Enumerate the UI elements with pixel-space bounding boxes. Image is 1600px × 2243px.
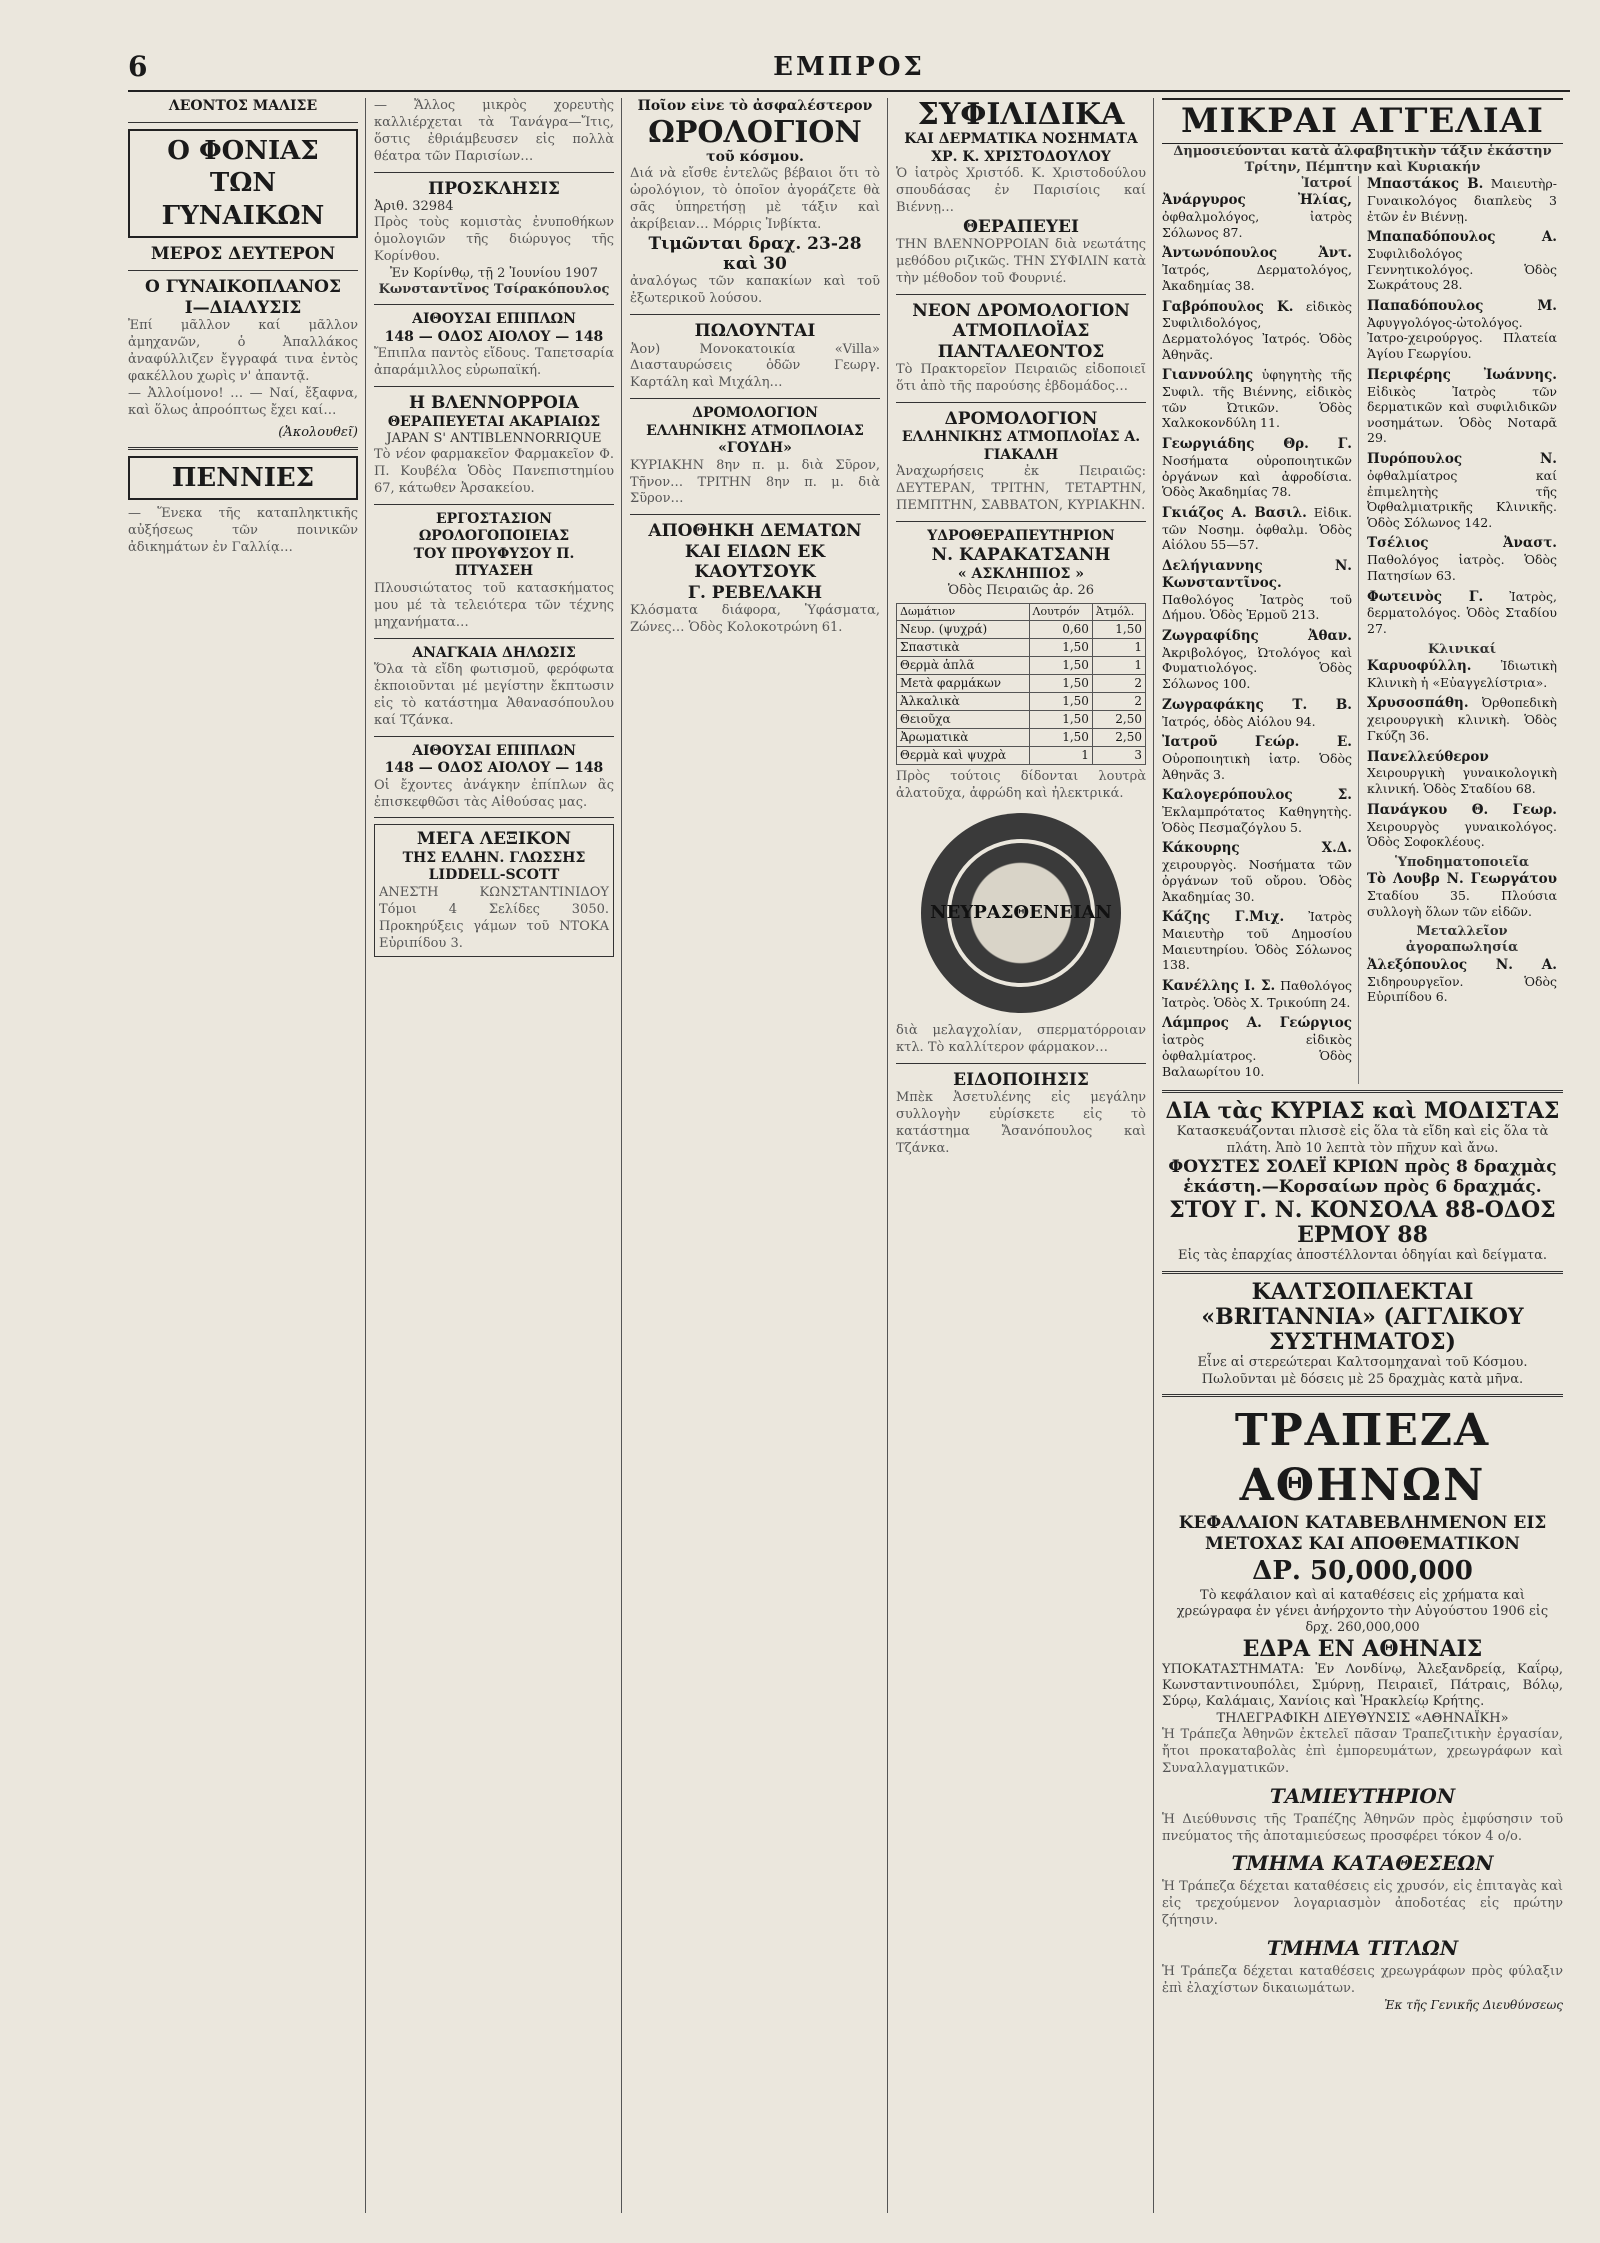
proclamation-place: Ἐν Κορίνθῳ, τῇ 2 Ἰουνίου 1907 — [390, 265, 598, 281]
column-3 — [630, 98, 888, 2213]
column-1 — [128, 98, 366, 2213]
classified-ad: Πανελλεύθερον Χειρουργικὴ γυναικολογικὴ κλινική. Ὁδὸς Σταδίου 68. — [1367, 748, 1557, 796]
serial-title: Ο ΦΟΝΙΑΣ ΤΩΝ ΓΥΝΑΙΚΩΝ — [128, 129, 358, 239]
divider — [896, 1063, 1146, 1064]
bank-name: ΤΡΑΠΕΖΑ ΑΘΗΝΩΝ — [1234, 1404, 1491, 1511]
ladies-text: Κατασκευάζονται πλισσὲ εἰς ὅλα τὰ εἴδη καὶ εἰς ὅλα τὰ πλάτη. Ἀπὸ 10 λεπτὰ τὸν πῆχυν καὶ ἄνω. — [1176, 1124, 1549, 1156]
schedule-company: ΕΛΛΗΝΙΚΗΣ ΑΤΜΟΠΛΟΙΑΣ «ΓΟΥΔΗ» — [646, 422, 864, 457]
seal-caption: διὰ μελαγχολίαν, σπερματόρροιαν κτλ. Τὸ καλλίτερον φάρμακον… — [896, 1022, 1146, 1055]
section-label-clinics: Κλινικαί — [1427, 641, 1497, 657]
classified-ad: Ἰατροῦ Γεώρ. Ε. Οὐροποιητικὴ ἰατρ. Ὁδὸς Ἀθηνᾶς 3. — [1162, 734, 1352, 782]
blennorrhea-brand: JAPAN S' ANTIBLENNORRIQUE — [386, 431, 602, 447]
shoes-heading: ΑΠΟΘΗΚΗ ΔΕΜΑΤΩΝ ΚΑΙ ΕΙΔΩΝ ΕΚ ΚΑΟΥΤΣΟΥΚ — [648, 521, 862, 583]
hellenic-company: ΕΛΛΗΝΙΚΗΣ ΑΤΜΟΠΛΟΪΑΣ Α. ΓΙΑΚΑΛΗ — [901, 429, 1141, 463]
classified-ad: Πανάγκου Θ. Γεωρ. Χειρουργὸς γυναικολόγος. Ὁδὸς Σοφοκλέους. — [1367, 801, 1557, 850]
hellenic-schedule-heading: ΔΡΟΜΟΛΟΓΙΟΝ — [944, 408, 1098, 429]
savings-text: Ἡ Διεύθυνσις τῆς Τραπέζης Ἀθηνῶν πρὸς ἐμφύσησιν τοῦ πνεύματος τῆς ἀποταμιεύσεως προσφέρει τόκον 4 ο/ο. — [1162, 1811, 1563, 1844]
schedule-text: ΚΥΡΙΑΚΗΝ 8ην π. μ. διὰ Σῦρον, Τῆνον… ΤΡΙΤΗΝ 8ην π. μ. διὰ Σῦρον… — [630, 457, 880, 507]
divider — [374, 172, 614, 173]
bank-telegraph: ΤΗΛΕΓΡΑΦΙΚΗ ΔΙΕΥΘΥΝΣΙΣ «ΑΘΗΝΑΪΚΗ» — [1216, 1710, 1509, 1726]
table-row: Ἀρωματικὰ 1,50 2,50 — [897, 729, 1146, 747]
chapter-heading: Ι—ΔΙΑΛΥΣΙΣ — [184, 297, 302, 318]
col2-text: — Ἄλλος μικρὸς χορευτὴς καλλιέρχεται τὰ Τανάγρα—Ἴτις, ὅστις ἐθριάμβευσεν εἰς πολλὰ θέατρα τῶν Παρισίων… — [374, 98, 614, 164]
britannia-text: Εἶνε αἱ στερεώτεραι Καλτσομηχαναὶ τοῦ Κόσμου. Πωλοῦνται μὲ δόσεις μὲ 25 δραχμὰς κατὰ μῆνα. — [1197, 1355, 1528, 1387]
classified-ad: Τὸ Λουβρ Ν. Γεωργάτου Σταδίου 35. Πλούσια συλλογὴ ὅλων τῶν εἰδῶν. — [1367, 871, 1557, 919]
classified-ad: Κάζης Γ.Μιχ. Ἰατρὸς Μαιευτὴρ τοῦ Δημοσίου Μαιευτηρίου. Ὁδὸς Σόλωνος 138. — [1162, 909, 1352, 973]
table-row: Θερμὰ ἁπλᾶ 1,50 1 — [897, 657, 1146, 675]
notices-heading: ΕΙΔΟΠΟΙΗΣΙΣ — [953, 1069, 1089, 1090]
classifieds-note: Δημοσιεύονται κατὰ ἀλφαβητικὴν τάξιν ἑκάστην Τρίτην, Πέμπτην καὶ Κυριακήν — [1173, 143, 1552, 175]
securities-heading: ΤΜΗΜΑ ΤΙΤΛΩΝ — [1266, 1936, 1459, 1961]
classified-ad: Φωτεινὸς Γ. Ἰατρὸς, δερματολόγος. Ὁδὸς Σταδίου 27. — [1367, 588, 1557, 636]
hall-text: Ἔπιπλα παντὸς εἴδους. Ταπετσαρία ἀπαράμιλλος εὐρωπαϊκή. — [374, 346, 614, 379]
column-5 — [1162, 98, 1570, 2213]
hydrotherapy-name: « ΑΣΚΛΗΠΙΟΣ » — [957, 565, 1085, 582]
hydrotherapy-heading: ΥΔΡΟΘΕΡΑΠΕΥΤΗΡΙΟΝ — [927, 527, 1115, 544]
notice-heading: ΑΝΑΓΚΑΙΑ ΔΗΛΩΣΙΣ — [412, 644, 576, 661]
seal-text: ΝΕΥΡΑΣΘΕΝΕΙΑΝ — [930, 901, 1112, 923]
for-sale-text: Ἀον) Μονοκατοικία «Villa» Διασταυρώσεις ὁδῶν Γεωργ. Καρτάλη καὶ Μιχάλη… — [630, 341, 880, 391]
divider — [1162, 1394, 1563, 1397]
hydrotherapy-owner: Ν. ΚΑΡΑΚΑΤΣΑΝΗ — [931, 545, 1111, 566]
bank-capital-amount: ΔΡ. 50,000,000 — [1252, 1556, 1473, 1587]
divider — [374, 386, 614, 387]
bank-branches: ΥΠΟΚΑΤΑΣΤΗΜΑΤΑ: Ἐν Λονδίνῳ, Ἀλεξανδρείᾳ, Καΐρῳ, Κωνσταντινουπόλει, Σμύρνῃ, Πειραιεῖ, Πάτραις, Βόλῳ, Σύρῳ, Καλάμαις, Χανίοις καὶ Ἡρακλείῳ Κρήτης. — [1162, 1661, 1563, 1710]
divider — [896, 294, 1146, 295]
serial-text-1: Ἐπί μᾶλλον καί μᾶλλον ἀμηχανῶν, ὁ Ἀπαλλάκος ἀναφύλλιζεν ἔγγραφά τινα ἐντὸς φακέλλου χωρὶς ν' ἀπαντᾷ. — [128, 318, 358, 384]
divider — [374, 817, 614, 818]
masthead — [128, 50, 1570, 92]
classified-ad: Γαβρόπουλος Κ. εἰδικὸς Συφιλιδολόγος, Δερματολόγος Ἰατρός. Ὁδὸς Ἀθηνᾶς. — [1162, 298, 1352, 362]
watch-subheading: τοῦ κόσμου. — [706, 148, 804, 165]
page-number: 6 — [128, 50, 148, 83]
continued-note: (Ἀκολουθεῖ) — [278, 424, 358, 440]
shoes-owner: Γ. ΡΕΒΕΛΑΚΗ — [687, 582, 823, 603]
ladies-product: ΦΟΥΣΤΕΣ ΣΟΛΕΪ ΚΡΙΩΝ πρὸς 8 δραχμὰς ἑκάστη.—Κορσαίων πρὸς 6 δραχμάς. — [1168, 1156, 1557, 1198]
classifieds-grid — [1162, 176, 1563, 1084]
divider — [128, 270, 358, 271]
lexicon-ad — [374, 824, 614, 957]
classified-ad: Τσέλιος Ἀναστ. Παθολόγος ἰατρὸς. Ὁδὸς Πατησίων 63. — [1367, 535, 1557, 583]
divider — [630, 514, 880, 515]
watch-question: Ποῖον εἶνε τὸ ἀσφαλέστερον — [637, 98, 873, 114]
divider — [896, 521, 1146, 522]
serial-part: ΜΕΡΟΣ ΔΕΥΤΕΡΟΝ — [150, 244, 336, 264]
shoes-text: Κλόσματα διάφορα, Ὑφάσματα, Ζώνες… Ὁδὸς Κολοκοτρώνη 61. — [630, 602, 880, 635]
section-label-midwives: Ὑποδηματοποιεῖα — [1395, 854, 1529, 870]
proclamation-text: Πρὸς τοὺς κομιστὰς ἐνυποθήκων ὁμολογιῶν τῆς διώρυγος τῆς Κορίνθου. — [374, 215, 614, 264]
proclamation-signature: Κωνσταντῖνος Τσίρακόπουλος — [378, 282, 610, 298]
hall2-heading: ΑΙΘΟΥΣΑΙ ΕΠΙΠΛΩΝ — [412, 742, 576, 759]
table-row: Θερμὰ καὶ ψυχρὰ 1 3 — [897, 747, 1146, 765]
seal-inner-ring — [930, 839, 1112, 987]
watch-factory-heading: ΕΡΓΟΣΤΑΣΙΟΝ ΩΡΟΛΟΓΟΠΟΙΕΙΑΣ — [418, 510, 570, 545]
classified-ad: Πυρόπουλος Ν. ὀφθαλμίατρος καί ἐπιμελητὴς τῆς Ὀφθαλμιατρικῆς Κλινικῆς. Ὁδὸς Σόλωνος 142. — [1367, 451, 1557, 530]
table-row: Ἀλκαλικὰ 1,50 2 — [897, 693, 1146, 711]
bank-capital-label: ΚΕΦΑΛΑΙΟΝ ΚΑΤΑΒΕΒΛΗΜΕΝΟΝ ΕΙΣ ΜΕΤΟΧΑΣ ΚΑΙ ΑΠΟΘΕΜΑΤΙΚΟΝ — [1178, 1512, 1547, 1555]
notices-text: Μπὲκ Ἀσετυλένης εἰς μεγάλην συλλογὴν εὑρίσκετε εἰς τὸ κατάστημα Ἄσανόπουλος καὶ Τζάνκα. — [896, 1090, 1146, 1156]
bank-text: Ἡ Τράπεζα Ἀθηνῶν ἐκτελεῖ πᾶσαν Τραπεζιτικὴν ἐργασίαν, ἤτοι προκαταβολὰς ἐπὶ ἐμπορευμάτων, χρεωγράφων καὶ Συναλλαγματικῶν. — [1162, 1726, 1563, 1776]
classified-ad: Γεωργιάδης Θρ. Γ. Νοσήματα οὐροποιητικῶν ὀργάνων καὶ ἀφροδίσια. Ὁδὸς Ἀκαδημίας 78. — [1162, 436, 1352, 500]
classified-ad: Χρυσοσπάθη. Ὀρθοπεδικὴ χειρουργικὴ κλινικὴ. Ὁδὸς Γκύζη 36. — [1367, 695, 1557, 743]
divider — [128, 447, 358, 450]
ladies-heading: ΔΙΑ τὰς ΚΥΡΙΑΣ καὶ ΜΟΔΙΣΤΑΣ — [1165, 1098, 1560, 1125]
classified-ad: Ζωγραφάκης Τ. Β. Ἰατρός, ὁδὸς Αἰόλου 94. — [1162, 696, 1352, 729]
britannia-heading: ΚΑΛΤΣΟΠΛΕΚΤΑΙ «BRITANNIA» (ΑΓΓΛΙΚΟΥ ΣΥΣΤΗΜΑΤΟΣ) — [1201, 1278, 1524, 1356]
watch-factory-owner: ΤΟΥ ΠΡΟΥΦΥΣΟΥ Π. ΠΤΥΑΣΕΗ — [413, 545, 575, 580]
author-heading: ΛΕΟΝΤΟΣ ΜΑΛΙΣΕ — [168, 98, 318, 114]
hall2-text: Οἱ ἔχοντες ἀνάγκην ἐπίπλων ἂς ἐπισκεφθῶσι τὰς Αἰθούσας μας. — [374, 777, 614, 810]
classified-ad: Ζωγραφίδης Ἀθαν. Ἀκριβολόγος, Ὠτολόγος καὶ Φυματιολόγος. Ὁδὸς Σόλωνος 100. — [1162, 627, 1352, 691]
column-2 — [374, 98, 622, 2213]
syphilis-subheading: ΚΑΙ ΔΕΡΜΑΤΙΚΑ ΝΟΣΗΜΑΤΑ — [904, 131, 1138, 147]
konsolas-store: ΣΤΟΥ Γ. Ν. ΚΟΝΣΟΛΑ 88-ΟΔΟΣ ΕΡΜΟΥ 88 — [1169, 1196, 1556, 1248]
classified-ad: Περιφέρης Ἰωάννης. Εἰδικὸς Ἰατρὸς τῶν δερματικῶν καὶ συφιλιδικῶν νοσημάτων. Ὁδὸς Νοταρᾶ 29. — [1367, 366, 1557, 446]
divider — [374, 736, 614, 737]
section-label-doctors: Ἰατροί — [1301, 176, 1352, 191]
classified-ad: Ἀντωνόπουλος Ἀντ. Ἰατρός, Δερματολόγος, Ἀκαδημίας 38. — [1162, 245, 1352, 293]
table-row: Θειοῦχα 1,50 2,50 — [897, 711, 1146, 729]
columns — [128, 98, 1570, 2213]
for-sale-heading: ΠΩΛΟΥΝΤΑΙ — [694, 321, 816, 342]
hellenic-text: Ἀναχωρήσεις ἐκ Πειραιῶς: ΔΕΥΤΕΡΑΝ, ΤΡΙΤΗΝ, ΤΕΤΑΡΤΗΝ, ΠΕΜΠΤΗΝ, ΣΑΒΒΑΤΟΝ, ΚΥΡΙΑΚΗΝ. — [896, 464, 1146, 513]
new-schedule-heading: ΝΕΟΝ ΔΡΟΜΟΛΟΓΙΟΝ ΑΤΜΟΠΛΟΪΑΣ ΠΑΝΤΑΛΕΟΝΤΟΣ — [912, 300, 1130, 362]
blennorrhea-heading: Η ΒΛΕΝΝΟΡΡΟΙΑ — [409, 393, 579, 414]
lexicon-text: ΑΝΕΣΤΗ ΚΩΝΣΤΑΝΤΙΝΙΔΟΥ Τόμοι 4 Σελίδες 3050. Προκηρύξεις γάμων τοῦ ΝΤΟΚΑ Εὐριπίδου 3. — [379, 884, 609, 951]
hydrotherapy-text: Πρὸς τούτοις δίδονται λουτρὰ ἀλατοῦχα, ἀφρώδη καὶ ἠλεκτρικά. — [896, 769, 1146, 802]
lexicon-subheading: ΤΗΣ ΕΛΛΗΝ. ΓΛΩΣΣΗΣ LIDDELL-SCOTT — [402, 849, 586, 884]
proclamation-heading: ΠΡΟΣΚΛΗΣΙΣ — [428, 178, 560, 199]
divider — [374, 638, 614, 639]
cures-heading: ΘΕΡΑΠΕΥΕΙ — [963, 216, 1079, 237]
section-label-metalwork: Μεταλλεῖον ἀγοραπωλησία — [1405, 924, 1519, 956]
classified-ad: Μπαστάκος Β. Μαιευτὴρ-Γυναικολόγος διαπλεὺς 3 ἐτῶν ἐν Βιέννῃ. — [1367, 176, 1557, 224]
divider — [630, 398, 880, 399]
serial-subtitle: Ο ΓΥΝΑΙΚΟΠΛΑΝΟΣ — [145, 277, 341, 298]
classifieds-column-right — [1367, 176, 1563, 1084]
bank-seat: ΕΔΡΑ ΕΝ ΑΘΗΝΑΙΣ — [1242, 1635, 1483, 1662]
classified-ad: Παπαδόπουλος Μ. Ἀφυγγολόγος-ὠτολόγος. Ἰατρο-χειρούργος. Πλατεία Ἁγίου Γεωργίου. — [1367, 297, 1557, 361]
classified-ad: Κανέλλης Ι. Σ. Παθολόγος Ἰατρὸς. Ὁδὸς Χ. Τρικούπη 24. — [1162, 977, 1352, 1010]
savings-heading: ΤΑΜΙΕΥΤΗΡΙΟΝ — [1269, 1783, 1456, 1808]
divider — [374, 304, 614, 305]
divider — [1162, 1090, 1563, 1093]
serial-text-2: — Ἀλλοίμονο! … — Ναί, ἔξαφνα, καὶ ὅλως ἀπροόπτως ἔχει καί… — [128, 385, 358, 418]
classified-ad: Καρυοφύλλη. Ἰδιωτικὴ Κλινικὴ ἡ «Εὐαγγελίστρια». — [1367, 657, 1557, 690]
blennorrhea-text: Τὸ νέον φαρμακεῖον Φαρμακεῖον Φ. Π. Κουβέλα Ὁδὸς Πανεπιστημίου 67, κάτωθεν Ἀρσακείου. — [374, 447, 614, 497]
watch-heading: ΩΡΟΛΟΓΙΟΝ — [648, 114, 862, 150]
deposits-heading: ΤΜΗΜΑ ΚΑΤΑΘΕΣΕΩΝ — [1231, 1851, 1494, 1876]
table-row: Μετὰ φαρμάκων 1,50 2 — [897, 675, 1146, 693]
lexicon-heading: ΜΕΓΑ ΛΕΞΙΚΟΝ — [416, 829, 572, 850]
classified-ad: Κάκουρης Χ.Δ. χειρουργὸς. Νοσήματα τῶν ὀργάνων τοῦ οὔρου. Ὁδὸς Ἀκαδημίας 30. — [1162, 840, 1352, 904]
classified-ad: Γιαννούλης ὑφηγητὴς τῆς Συφιλ. τῆς Βιέννης, εἰδικὸς τῶν Ὠτικῶν. Ὁδὸς Χαλκοκονδύλη 11. — [1162, 367, 1352, 431]
hydrotherapy-address: Ὁδὸς Πειραιῶς ἀρ. 26 — [947, 583, 1095, 599]
hall2-address: 148 — ΟΔΟΣ ΑΙΟΛΟΥ — 148 — [384, 760, 604, 777]
classified-ad: Λάμπρος Α. Γεώργιος ἰατρὸς εἰδικὸς ὀφθαλμίατρος. Ὁδὸς Βαλαωρίτου 10. — [1162, 1015, 1352, 1079]
konsolas-note: Εἰς τὰς ἐπαρχίας ἀποστέλλονται ὁδηγίαι καὶ δείγματα. — [1177, 1248, 1548, 1264]
classified-ad: Ἀλεξόπουλος Ν. Α. Σιδηρουργεῖον. Ὁδὸς Εὐριπίδου 6. — [1367, 956, 1557, 1005]
hall-address: 148 — ΟΔΟΣ ΑΙΟΛΟΥ — 148 — [384, 328, 604, 345]
classified-ad: Γκιάζος Α. Βασιλ. Εἰδικ. τῶν Νοσημ. ὀφθαλμ. Ὁδὸς Αἰόλου 55—57. — [1162, 504, 1352, 553]
classified-ad: Δελήγιαννης Ν. Κωνσταντῖνος. Παθολόγος Ἰατρὸς τοῦ Δήμου. Ὁδὸς Ἑρμοῦ 213. — [1162, 557, 1352, 623]
proclamation-number: Ἀριθ. 32984 — [374, 198, 454, 214]
classified-ad: Καλογερόπουλος Σ. Ἐκλαμπρότατος Καθηγητὴς. Ὁδὸς Πεσμαζόγλου 5. — [1162, 787, 1352, 835]
syphilis-heading: ΣΥΦΙΛΙΔΙΚΑ — [917, 98, 1125, 132]
table-header-item: Δωμάτιον — [897, 604, 1030, 621]
hall-heading: ΑΙΘΟΥΣΑΙ ΕΠΙΠΛΩΝ — [412, 311, 576, 328]
table-header-price: Λουτρόν — [1029, 604, 1092, 621]
pennies-text: — Ἕνεκα τῆς καταπληκτικῆς αὐξήσεως τῶν ποινικῶν ἀδικημάτων ἐν Γαλλίᾳ… — [128, 506, 358, 556]
bank-capital-note: Τὸ κεφάλαιον καὶ αἱ καταθέσεις εἰς χρήματα καὶ χρεώγραφα ἐν γένει ἀνήρχοντο τὴν Αὐγούστου 1906 εἰς δρχ. 260,000,000 — [1176, 1587, 1549, 1636]
classified-ad: Ἀνάργυρος Ἠλίας, ὀφθαλμολόγος, ἰατρὸς Σόλωνος 87. — [1162, 192, 1352, 240]
divider — [896, 402, 1146, 403]
classifieds-column-left — [1162, 176, 1359, 1084]
schedule-heading: ΔΡΟΜΟΛΟΓΙΟΝ — [692, 405, 818, 422]
pennies-heading: ΠΕΝΝΙΕΣ — [128, 456, 358, 501]
table-row: Σπαστικὰ 1,50 1 — [897, 639, 1146, 657]
divider — [128, 122, 358, 123]
price-line: Τιμῶνται δραχ. 23-28 καὶ 30 — [648, 233, 862, 274]
table-row: Νευρ. (ψυχρά) 0,60 1,50 — [897, 621, 1146, 639]
syphilis-text: Ὁ ἰατρὸς Χριστόδ. Κ. Χριστοδούλου σπουδάσας ἐν Παρισίοις καί Βιέννῃ… — [896, 166, 1146, 215]
divider — [374, 504, 614, 505]
bank-closing: Ἐκ τῆς Γενικῆς Διευθύνσεως — [1384, 1997, 1563, 2012]
watch-text-2: ἀναλόγως τῶν καπακίων καὶ τοῦ ἐξωτερικοῦ λούσου. — [630, 274, 880, 307]
deposits-text: Ἡ Τράπεζα δέχεται καταθέσεις εἰς χρυσόν, εἰς ἐπιταγὰς καὶ εἰς τρεχούμενον λογαριασμὸν ἀποδοτέας εἰς πρώτην ζήτησιν. — [1162, 1879, 1563, 1929]
blennorrhea-subheading: ΘΕΡΑΠΕΥΕΤΑΙ ΑΚΑΡΙΑΙΩΣ — [387, 413, 601, 430]
table-header-price: Ἀτμόλ. — [1092, 604, 1145, 621]
watch-factory-text: Πλουσιώτατος τοῦ κατασκήματος μου μέ τὰ τελειότερα τῶν τέχνης μηχανήματα… — [374, 580, 614, 630]
cures-text: ΤΗΝ ΒΛΕΝΝΟΡΡΟΙΑΝ διὰ νεωτάτης μεθόδου ριζικῶς. ΤΗΝ ΣΥΦΙΛΙΝ κατὰ τὴν μέθοδον τοῦ Φουρνιέ. — [896, 237, 1146, 286]
notice-text: Ὅλα τὰ εἴδη φωτισμοῦ, φερόφωτα ἐκποιοῦνται μέ μεγίστην ἔκπτωσιν εἰς τὸ κατάστημα Ἀθανασόπουλου καί Τζάνκα. — [374, 662, 614, 728]
new-schedule-text: Τὸ Πρακτορεῖον Πειραιῶς εἰδοποιεῖ ὅτι ἀπὸ τῆς παρούσης ἑβδομάδος… — [896, 361, 1146, 394]
classified-ad: Μπαπαδόπουλος Α. Συφιλιδολόγος Γεννητικολόγος. Ὁδὸς Σωκράτους 28. — [1367, 229, 1557, 293]
column-4 — [896, 98, 1154, 2213]
neurasthenia-seal — [921, 813, 1121, 1013]
price-table — [896, 603, 1146, 765]
watch-text: Διά νὰ εἴσθε ἐντελῶς βέβαιοι ὅτι τὸ ὡρολόγιον, τὸ ὁποῖον ἀγοράζετε θὰ σᾶς ὑπηρετήσῃ μὲ τάξιν καὶ ἀκρίβειαν… Μόρρις Ἰνβίκτα. — [630, 166, 880, 232]
syphilis-doctor: ΧΡ. Κ. ΧΡΙΣΤΟΔΟΥΛΟΥ — [931, 148, 1111, 165]
classifieds-heading: ΜΙΚΡΑΙ ΑΓΓΕΛΙΑΙ — [1162, 98, 1563, 144]
divider — [630, 314, 880, 315]
newspaper-name: ΕΜΠΡΟΣ — [773, 52, 925, 82]
divider — [1162, 1271, 1563, 1274]
securities-text: Ἡ Τράπεζα δέχεται καταθέσεις χρεωγράφων πρὸς φύλαξιν ἐπὶ ἐλαχίστων δικαιωμάτων. — [1162, 1964, 1563, 1996]
